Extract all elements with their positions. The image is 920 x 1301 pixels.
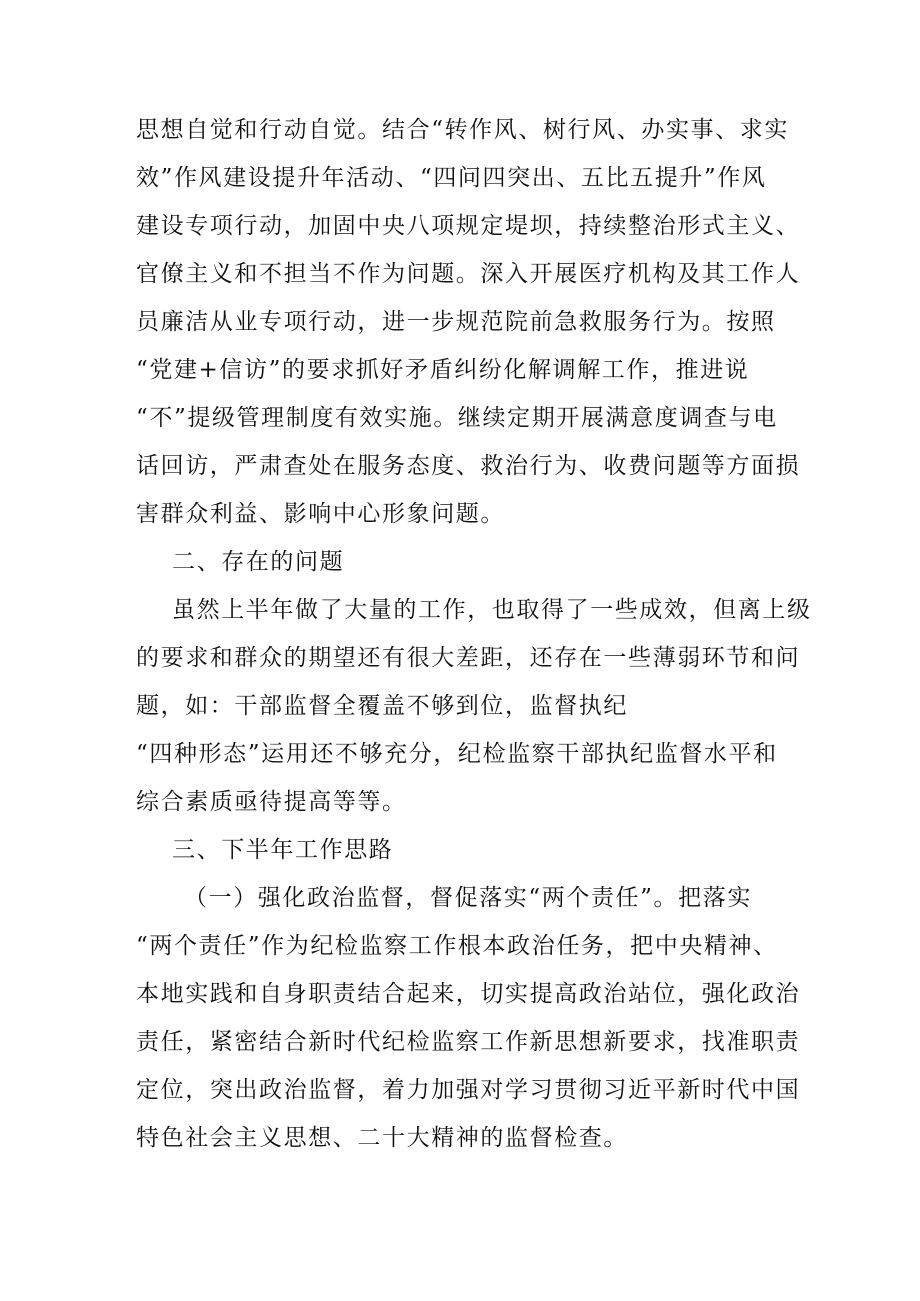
subsection-heading: （一）强化政治监督，督促落实“两个责任”。把落实 — [184, 885, 752, 911]
paragraph-line: 话回访，严肃查处在服务态度、救治行为、收费问题等方面损 — [136, 453, 801, 479]
paragraph-line: 综合素质亟待提高等等。 — [136, 789, 407, 815]
paragraph-line: 建设专项行动，加固中央八项规定堤坝，持续整治形式主义、 — [136, 213, 801, 239]
section-heading: 二、存在的问题 — [172, 549, 345, 575]
section-heading: 三、下半年工作思路 — [172, 837, 394, 863]
paragraph-line: 特色社会主义思想、二十大精神的监督检查。 — [136, 1125, 628, 1151]
paragraph-line: 员廉洁从业专项行动，进一步规范院前急救服务行为。按照 — [136, 309, 776, 335]
paragraph-line: “两个责任”作为纪检监察工作根本政治任务，把中央精神、 — [136, 933, 778, 959]
paragraph-line: 本地实践和自身职责结合起来，切实提高政治站位，强化政治 — [136, 981, 801, 1007]
paragraph-line: 的要求和群众的期望还有很大差距，还存在一些薄弱环节和问 — [136, 645, 801, 671]
paragraph-line: 责任，紧密结合新时代纪检监察工作新思想新要求，找准职责 — [136, 1029, 801, 1055]
paragraph-line: “不”提级管理制度有效实施。继续定期开展满意度调查与电 — [136, 405, 778, 431]
paragraph-line: “党建+信访”的要求抓好矛盾纠纷化解调解工作，推进说 — [136, 357, 750, 383]
paragraph-line: 定位，突出政治监督，着力加强对学习贯彻习近平新时代中国 — [136, 1077, 801, 1103]
paragraph-line: 害群众利益、影响中心形象问题。 — [136, 501, 505, 527]
paragraph-line: 题，如：干部监督全覆盖不够到位，监督执纪 — [136, 693, 628, 719]
paragraph-line: 效”作风建设提升年活动、“四问四突出、五比五提升”作风 — [136, 165, 767, 191]
paragraph-line: “四种形态”运用还不够充分，纪检监察干部执纪监督水平和 — [136, 741, 778, 767]
paragraph-line: 官僚主义和不担当不作为问题。深入开展医疗机构及其工作人 — [136, 261, 801, 287]
paragraph-line: 虽然上半年做了大量的工作，也取得了一些成效，但离上级 — [172, 597, 812, 623]
paragraph-line: 思想自觉和行动自觉。结合“转作风、树行风、办实事、求实 — [136, 117, 789, 143]
